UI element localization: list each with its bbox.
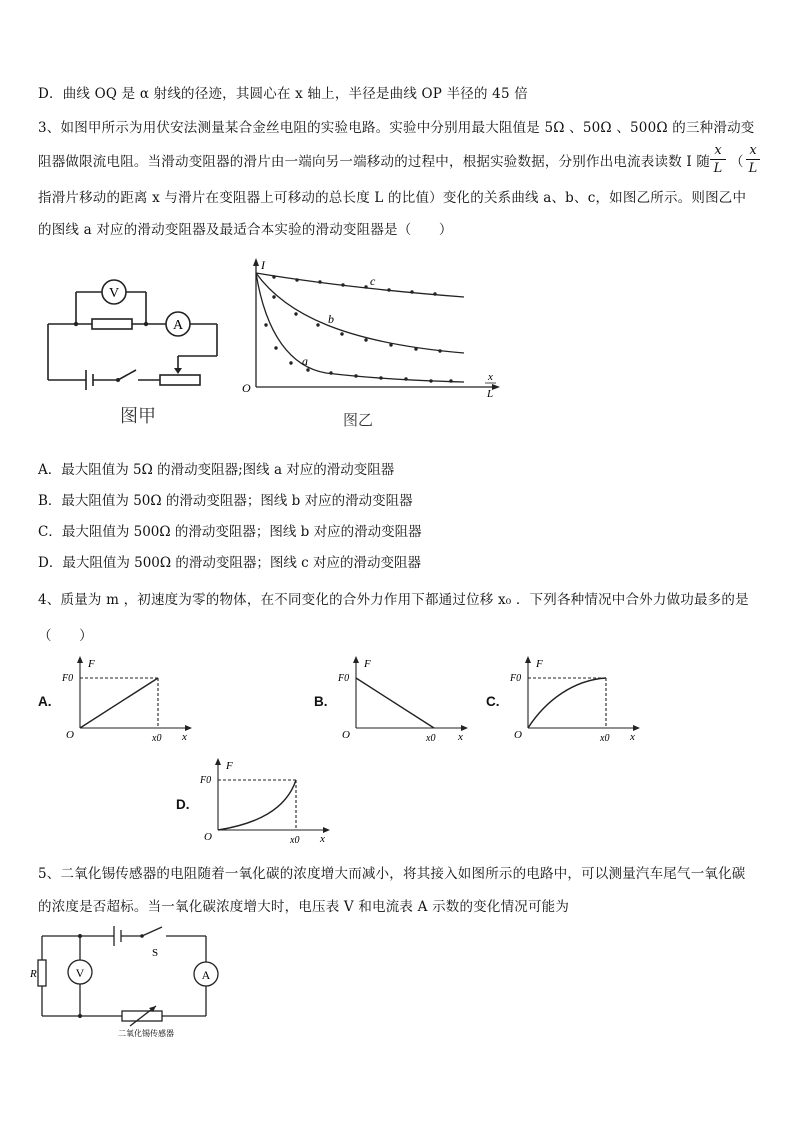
- q3-paren: （: [730, 154, 744, 170]
- force-line-a: [80, 678, 158, 728]
- graph-i-label: I: [261, 258, 265, 272]
- q3-line1: 3、如图甲所示为用伏安法测量某合金丝电阻的实验电路。实验中分别用最大阻值是 5Ω 、50Ω 、500Ω 的三种滑动变: [38, 120, 755, 136]
- q3-line4: 的图线 a 对应的滑动变阻器及最适合本实验的滑动变阻器是（ ）: [38, 222, 453, 238]
- axis-f: F: [536, 658, 543, 670]
- q3-option-d: D．最大阻值为 500Ω 的滑动变阻器；图线 c 对应的滑动变阻器: [38, 555, 422, 571]
- axis-f0: F0: [338, 673, 350, 684]
- axis-x: x: [182, 731, 187, 743]
- circuit-figure-q5: [30, 920, 230, 1042]
- y-axis-arrow: [253, 258, 259, 266]
- q4-graph-d: [196, 754, 336, 846]
- fig-jia-caption: 图甲: [120, 406, 156, 426]
- q4-line2: （ ）: [38, 628, 93, 644]
- graph-origin: O: [242, 381, 251, 395]
- q5-v-label: V: [75, 966, 85, 980]
- voltmeter-label: V: [108, 286, 120, 301]
- q3-line2: 阻器做限流电阻。当滑动变阻器的滑片由一端向另一端移动的过程中，根据实验数据，分别作出电流表读数 I 随: [38, 154, 711, 170]
- curve-dots: [264, 275, 452, 382]
- q5-line1: 5、二氧化锡传感器的电阻随着一氧化碳的浓度增大而减小，将其接入如图所示的电路中，可以测量汽车尾气一氧化碳: [38, 866, 746, 882]
- axis-x0: x0: [290, 835, 300, 846]
- axis-f: F: [226, 760, 233, 772]
- ammeter-label: A: [172, 318, 184, 333]
- q3-option-b: B．最大阻值为 50Ω 的滑动变阻器；图线 b 对应的滑动变阻器: [38, 493, 413, 509]
- axis-x0: x0: [152, 733, 162, 744]
- q4-graph-b: [334, 652, 474, 744]
- axis-x: x: [630, 731, 635, 743]
- q5-sensor-label: 二氧化锡传感器: [118, 1029, 174, 1038]
- axis-f: F: [364, 658, 371, 670]
- axis-x: x: [458, 731, 463, 743]
- q4-label-d: D.: [176, 797, 190, 812]
- curve-b: [256, 273, 464, 353]
- force-curve-d: [218, 780, 296, 830]
- origin: O: [66, 729, 74, 741]
- x-frac-den: L: [487, 388, 494, 400]
- q3-frac2-den: L: [748, 161, 758, 176]
- q5-s-label: S: [152, 947, 159, 959]
- q3-line3: 指滑片移动的距离 x 与滑片在变阻器上可移动的总长度 L 的比值）变化的关系曲线 a、b、c，如图乙所示。则图乙中: [38, 190, 747, 206]
- q5-line2: 的浓度是否超标。当一氧化碳浓度增大时，电压表 V 和电流表 A 示数的变化情况可能为: [38, 899, 570, 915]
- graph-figure-yi: [236, 255, 506, 435]
- curve-c-label: c: [370, 274, 376, 288]
- frac-bar-2: [746, 159, 760, 160]
- force-line-b: [356, 678, 434, 728]
- q5-a-label: A: [201, 968, 211, 982]
- q3-frac-den: L: [713, 161, 723, 176]
- curve-a: [256, 273, 464, 382]
- x-frac-num: x: [488, 371, 493, 383]
- q3-frac-num: x: [714, 143, 722, 158]
- x-axis-arrow: [492, 384, 500, 390]
- origin: O: [204, 831, 212, 843]
- circuit-figure-jia: [40, 270, 230, 430]
- q4-line1: 4、质量为 m ，初速度为零的物体，在不同变化的合外力作用下都通过位移 x₀ ．下列各种情况中合外力做功最多的是: [38, 592, 749, 608]
- frac-bar: [710, 159, 726, 160]
- force-curve-c: [528, 678, 606, 728]
- q3-option-a: A．最大阻值为 5Ω 的滑动变阻器;图线 a 对应的滑动变阻器: [38, 462, 395, 478]
- origin: O: [514, 729, 522, 741]
- fig-yi-caption: 图乙: [342, 413, 374, 429]
- node-right: [144, 322, 148, 326]
- q3-frac2-num: x: [749, 143, 757, 158]
- q4-graph-c: [506, 652, 646, 744]
- switch-pivot: [116, 378, 120, 382]
- slider-arrow: [174, 368, 182, 374]
- q2-option-d: D．曲线 OQ 是 α 射线的径迹，其圆心在 x 轴上，半径是曲线 OP 半径的 45 倍: [38, 86, 528, 102]
- q5-r-label: R: [30, 968, 37, 980]
- curve-b-label: b: [328, 312, 334, 326]
- axis-f0: F0: [510, 673, 522, 684]
- q4-label-b: B.: [314, 694, 328, 709]
- axis-f0: F0: [62, 673, 74, 684]
- q3-fraction-2: [744, 143, 762, 176]
- axis-x0: x0: [426, 733, 436, 744]
- axis-f0: F0: [200, 775, 212, 786]
- axis-f: F: [88, 658, 95, 670]
- q3-option-c: C．最大阻值为 500Ω 的滑动变阻器；图线 b 对应的滑动变阻器: [38, 524, 422, 540]
- origin: O: [342, 729, 350, 741]
- q3-fraction: [708, 143, 728, 176]
- axis-x: x: [320, 833, 325, 845]
- q4-label-c: C.: [486, 694, 500, 709]
- q4-label-a: A.: [38, 694, 52, 709]
- curve-a-label: a: [302, 354, 308, 368]
- q4-graph-a: [58, 652, 198, 744]
- node-left: [74, 322, 78, 326]
- curve-c: [256, 273, 464, 297]
- axis-x0: x0: [600, 733, 610, 744]
